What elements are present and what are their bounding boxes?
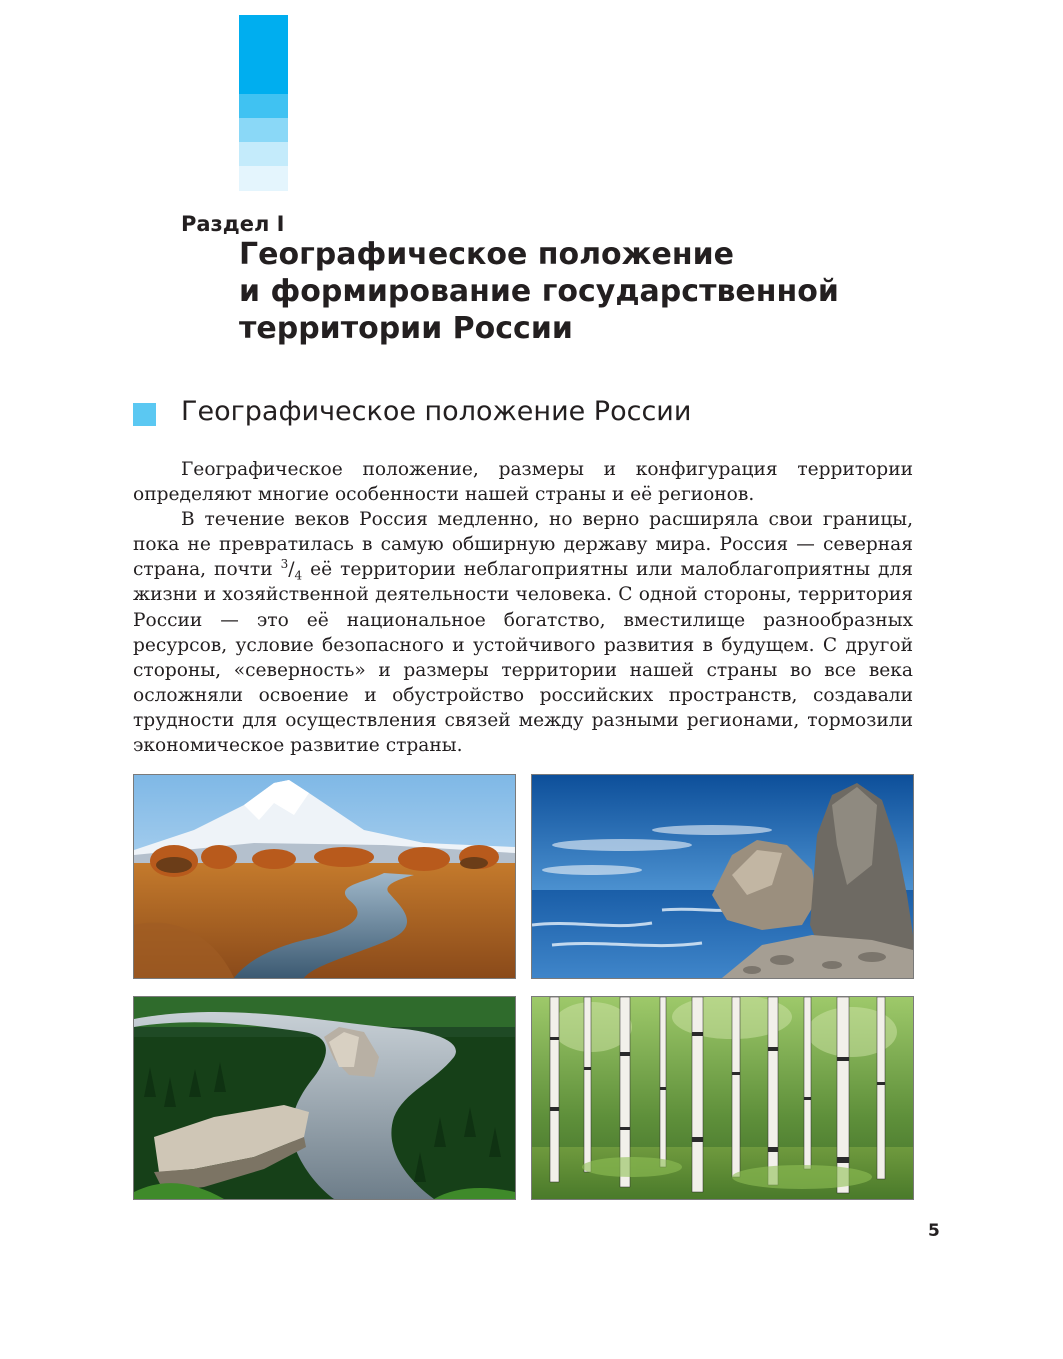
photo-sea-coast-rocks [531, 774, 914, 979]
section-label: Раздел I [181, 212, 285, 236]
photo-birch-forest [531, 996, 914, 1200]
photo-river-cliffs-taiga [133, 996, 516, 1200]
section-title-line: территории России [239, 311, 573, 346]
paragraph [133, 507, 913, 758]
section-color-stripes [239, 15, 288, 191]
section-title [239, 236, 919, 347]
paragraph [133, 457, 913, 507]
section-title-line: и формирование государственной [239, 274, 839, 309]
fraction-slash: / [288, 559, 295, 581]
paragraph-text: Географическое положение, размеры и конфигурация территории определяют многие особенности нашей страны и её регионов. [133, 459, 913, 506]
stripe [239, 118, 288, 142]
chapter-marker-square [133, 403, 156, 426]
paragraph-text: В течение веков Россия медленно, но верно расширяла свои границы, пока не превратилась в самую обширную державу мира. Россия — северная страна, почти [133, 509, 913, 581]
stripe [239, 15, 288, 94]
fraction-numerator: 3 [280, 557, 289, 572]
stripe [239, 142, 288, 166]
stripe [239, 94, 288, 118]
body-text [133, 457, 913, 758]
photo-volcano-river [133, 774, 516, 979]
section-title-line: Географическое положение [239, 237, 734, 272]
stripe [239, 166, 288, 191]
page-number: 5 [928, 1221, 940, 1241]
fraction-denominator: 4 [294, 569, 303, 584]
paragraph-text: её территории неблагоприятны или малоблагоприятны для жизни и хозяйственной деятельности человека. С одной стороны, территория России — это её национальное богатство, вместилище разнообразных ресурсов, условие безопасного и устойчивого развития в будущем. С другой стороны, «северность» и размеры территории нашей страны во все века осложняли освоение и обустройство российских пространств, создавали трудности для осуществления связей между разными регионами, тормозили экономическое развитие страны. [133, 559, 913, 757]
chapter-title: Географическое положение России [181, 396, 692, 427]
